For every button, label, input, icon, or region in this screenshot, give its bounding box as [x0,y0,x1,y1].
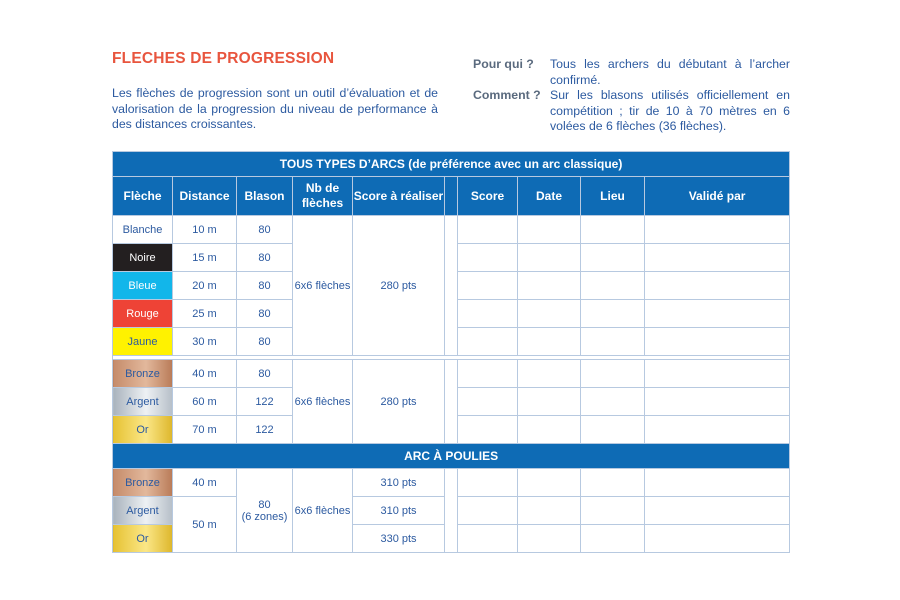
valide-par-input-cell[interactable] [645,272,790,300]
arrow-cell-or: Or [113,525,173,553]
date-input-cell[interactable] [518,388,581,416]
table-row [113,469,790,497]
section-compound-bow [113,444,790,469]
blason-cell: 80 [237,328,293,356]
blason-cell: 122 [237,388,293,416]
valide-par-input-cell[interactable] [645,360,790,388]
arrow-cell-bronze: Bronze [113,360,173,388]
progression-table [112,151,790,553]
date-input-cell[interactable] [518,216,581,244]
nb-fleches-cell: 6x6 flèches [293,360,353,444]
table-row [113,216,790,244]
header-score: Score [458,177,518,216]
valide-par-input-cell[interactable] [645,216,790,244]
arrow-cell-argent: Argent [113,388,173,416]
header-nb-fleches: Nb de flèches [293,177,353,216]
valide-par-input-cell[interactable] [645,469,790,497]
score-input-cell[interactable] [458,328,518,356]
distance-cell: 15 m [173,244,237,272]
distance-cell: 50 m [173,497,237,553]
score-input-cell[interactable] [458,525,518,553]
header-date: Date [518,177,581,216]
score-input-cell[interactable] [458,388,518,416]
table-row [113,360,790,388]
valide-par-input-cell[interactable] [645,388,790,416]
distance-cell: 40 m [173,469,237,497]
arrow-cell-argent: Argent [113,497,173,525]
lieu-input-cell[interactable] [581,497,645,525]
distance-cell: 20 m [173,272,237,300]
header-row [113,177,790,216]
spacer-cell [445,216,458,356]
lieu-input-cell[interactable] [581,416,645,444]
header-spacer [445,177,458,216]
blason-cell: 80 [237,300,293,328]
valide-par-input-cell[interactable] [645,497,790,525]
distance-cell: 25 m [173,300,237,328]
nb-fleches-cell: 6x6 flèches [293,469,353,553]
date-input-cell[interactable] [518,469,581,497]
date-input-cell[interactable] [518,525,581,553]
blason-cell: 80 [237,272,293,300]
blason-cell [237,469,293,553]
date-input-cell[interactable] [518,300,581,328]
qa-answer: Sur les blasons utilisés officiellement en compétition ; tir de 10 à 70 mètres en 6 volées de 6 flèches (36 flèches). [550,88,790,134]
lieu-input-cell[interactable] [581,360,645,388]
section-title: TOUS TYPES D’ARCS (de préférence avec un arc classique) [113,152,790,177]
header-distance: Distance [173,177,237,216]
lieu-input-cell[interactable] [581,272,645,300]
score-input-cell[interactable] [458,244,518,272]
score-a-realiser-cell: 310 pts [353,469,445,497]
blason-cell: 80 [237,360,293,388]
header-valide-par: Validé par [645,177,790,216]
blason-value: 80 [258,498,271,511]
score-a-realiser-cell: 280 pts [353,216,445,356]
spacer-cell [445,469,458,553]
valide-par-input-cell[interactable] [645,300,790,328]
distance-cell: 60 m [173,388,237,416]
score-a-realiser-cell: 280 pts [353,360,445,444]
blason-cell: 122 [237,416,293,444]
qa-answer: Tous les archers du débutant à l’archer confirmé. [550,57,790,87]
spacer-cell [445,360,458,444]
header-score-a-realiser: Score à réaliser [353,177,445,216]
header-fleche: Flèche [113,177,173,216]
lieu-input-cell[interactable] [581,525,645,553]
date-input-cell[interactable] [518,272,581,300]
score-input-cell[interactable] [458,216,518,244]
score-input-cell[interactable] [458,272,518,300]
header-blason: Blason [237,177,293,216]
lieu-input-cell[interactable] [581,388,645,416]
arrow-cell-or: Or [113,416,173,444]
score-input-cell[interactable] [458,360,518,388]
valide-par-input-cell[interactable] [645,328,790,356]
date-input-cell[interactable] [518,360,581,388]
distance-cell: 30 m [173,328,237,356]
nb-fleches-cell: 6x6 flèches [293,216,353,356]
section-title: ARC À POULIES [113,444,790,469]
qa-question: Comment ? [473,88,541,102]
score-input-cell[interactable] [458,416,518,444]
valide-par-input-cell[interactable] [645,244,790,272]
lieu-input-cell[interactable] [581,300,645,328]
score-input-cell[interactable] [458,497,518,525]
score-a-realiser-cell: 330 pts [353,525,445,553]
distance-cell: 70 m [173,416,237,444]
score-a-realiser-cell: 310 pts [353,497,445,525]
arrow-cell-bleue: Bleue [113,272,173,300]
score-input-cell[interactable] [458,469,518,497]
section-all-bows [113,152,790,177]
lieu-input-cell[interactable] [581,469,645,497]
distance-cell: 10 m [173,216,237,244]
score-input-cell[interactable] [458,300,518,328]
valide-par-input-cell[interactable] [645,525,790,553]
lieu-input-cell[interactable] [581,216,645,244]
header-lieu: Lieu [581,177,645,216]
date-input-cell[interactable] [518,497,581,525]
distance-cell: 40 m [173,360,237,388]
intro-paragraph: Les flèches de progression sont un outil d’évaluation et de valorisation de la progression du niveau de performance à des distances croissantes. [112,86,438,132]
date-input-cell[interactable] [518,244,581,272]
arrow-cell-jaune: Jaune [113,328,173,356]
blason-cell: 80 [237,216,293,244]
blason-zones: (6 zones) [241,510,288,523]
arrow-cell-rouge: Rouge [113,300,173,328]
valide-par-input-cell[interactable] [645,416,790,444]
date-input-cell[interactable] [518,328,581,356]
arrow-cell-noire: Noire [113,244,173,272]
date-input-cell[interactable] [518,416,581,444]
arrow-cell-bronze: Bronze [113,469,173,497]
qa-question: Pour qui ? [473,57,534,71]
arrow-cell-blanche: Blanche [113,216,173,244]
blason-cell: 80 [237,244,293,272]
lieu-input-cell[interactable] [581,328,645,356]
page-title: FLECHES DE PROGRESSION [112,50,335,67]
lieu-input-cell[interactable] [581,244,645,272]
